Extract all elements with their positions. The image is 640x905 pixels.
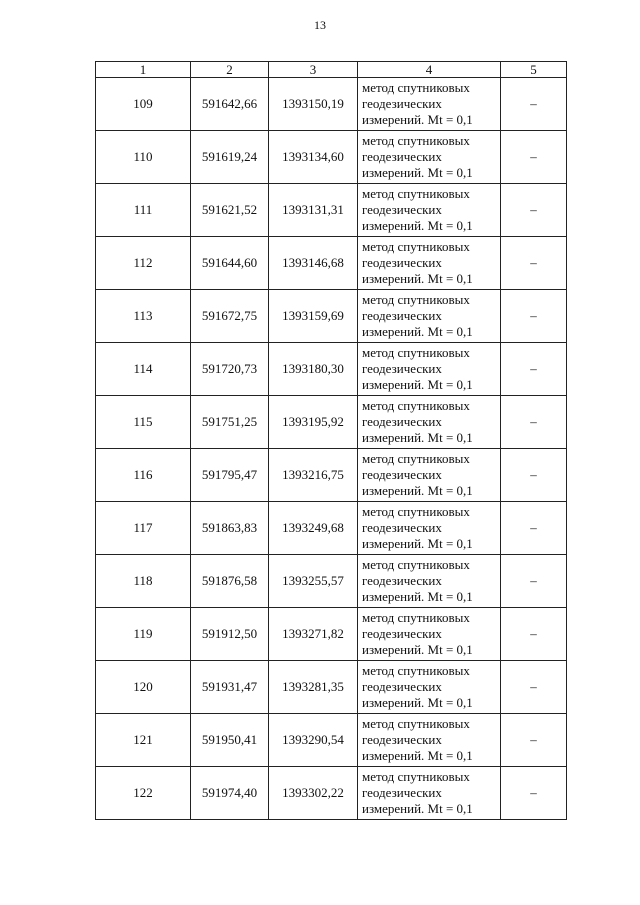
note-cell: – [501,131,567,184]
x-coordinate-cell: 591720,73 [191,343,269,396]
table-row [96,78,567,131]
method-line: геодезических [362,414,442,429]
method-line: метод спутниковых [362,451,470,466]
table-row [96,184,567,237]
point-number-cell: 121 [96,714,191,767]
x-coordinate-cell: 591621,52 [191,184,269,237]
y-coordinate-cell: 1393159,69 [269,290,358,343]
x-coordinate-cell: 591863,83 [191,502,269,555]
y-coordinate-cell: 1393150,19 [269,78,358,131]
y-coordinate-cell: 1393249,68 [269,502,358,555]
method-line: метод спутниковых [362,716,470,731]
y-coordinate-cell: 1393146,68 [269,237,358,290]
method-line: измерений. Mt = 0,1 [362,748,473,763]
column-header-2: 2 [191,62,269,78]
point-number-cell: 114 [96,343,191,396]
method-cell [358,237,501,290]
y-coordinate-cell: 1393255,57 [269,555,358,608]
method-cell [358,714,501,767]
note-cell: – [501,78,567,131]
method-cell [358,184,501,237]
table-body [96,78,567,820]
method-line: геодезических [362,149,442,164]
method-line: метод спутниковых [362,292,470,307]
method-line: геодезических [362,96,442,111]
note-cell: – [501,661,567,714]
method-line: метод спутниковых [362,239,470,254]
table-row [96,290,567,343]
table-row [96,555,567,608]
point-number-cell: 119 [96,608,191,661]
note-cell: – [501,396,567,449]
y-coordinate-cell: 1393131,31 [269,184,358,237]
note-cell: – [501,184,567,237]
x-coordinate-cell: 591795,47 [191,449,269,502]
note-cell: – [501,714,567,767]
method-line: геодезических [362,361,442,376]
note-cell: – [501,237,567,290]
method-line: измерений. Mt = 0,1 [362,218,473,233]
method-line: измерений. Mt = 0,1 [362,483,473,498]
point-number-cell: 113 [96,290,191,343]
point-number-cell: 109 [96,78,191,131]
method-line: метод спутниковых [362,80,470,95]
method-cell [358,502,501,555]
method-line: геодезических [362,732,442,747]
method-line: метод спутниковых [362,345,470,360]
method-line: метод спутниковых [362,769,470,784]
method-line: измерений. Mt = 0,1 [362,271,473,286]
point-number-cell: 120 [96,661,191,714]
method-line: измерений. Mt = 0,1 [362,324,473,339]
y-coordinate-cell: 1393290,54 [269,714,358,767]
method-cell [358,555,501,608]
method-line: геодезических [362,308,442,323]
table-row [96,608,567,661]
method-cell [358,767,501,820]
x-coordinate-cell: 591642,66 [191,78,269,131]
column-header-5: 5 [501,62,567,78]
table-row [96,396,567,449]
column-header-3: 3 [269,62,358,78]
x-coordinate-cell: 591876,58 [191,555,269,608]
table-row [96,714,567,767]
table-row [96,343,567,396]
method-cell [358,78,501,131]
point-number-cell: 112 [96,237,191,290]
note-cell: – [501,290,567,343]
point-number-cell: 110 [96,131,191,184]
table-row [96,661,567,714]
y-coordinate-cell: 1393271,82 [269,608,358,661]
y-coordinate-cell: 1393195,92 [269,396,358,449]
y-coordinate-cell: 1393302,22 [269,767,358,820]
note-cell: – [501,767,567,820]
x-coordinate-cell: 591672,75 [191,290,269,343]
method-line: геодезических [362,785,442,800]
method-cell [358,608,501,661]
method-cell [358,396,501,449]
method-line: геодезических [362,255,442,270]
page-number: 13 [314,18,326,32]
method-line: измерений. Mt = 0,1 [362,430,473,445]
x-coordinate-cell: 591974,40 [191,767,269,820]
note-cell: – [501,555,567,608]
method-cell [358,449,501,502]
y-coordinate-cell: 1393180,30 [269,343,358,396]
method-line: измерений. Mt = 0,1 [362,536,473,551]
x-coordinate-cell: 591912,50 [191,608,269,661]
method-line: геодезических [362,467,442,482]
method-line: метод спутниковых [362,557,470,572]
method-line: измерений. Mt = 0,1 [362,377,473,392]
point-number-cell: 117 [96,502,191,555]
table-row [96,131,567,184]
method-line: метод спутниковых [362,186,470,201]
method-line: метод спутниковых [362,610,470,625]
method-cell [358,661,501,714]
method-line: измерений. Mt = 0,1 [362,112,473,127]
table-row [96,502,567,555]
method-line: измерений. Mt = 0,1 [362,165,473,180]
x-coordinate-cell: 591644,60 [191,237,269,290]
x-coordinate-cell: 591619,24 [191,131,269,184]
table-row [96,767,567,820]
method-line: метод спутниковых [362,504,470,519]
method-cell [358,343,501,396]
y-coordinate-cell: 1393281,35 [269,661,358,714]
y-coordinate-cell: 1393216,75 [269,449,358,502]
point-number-cell: 116 [96,449,191,502]
method-line: измерений. Mt = 0,1 [362,801,473,816]
method-line: метод спутниковых [362,663,470,678]
method-line: геодезических [362,202,442,217]
point-number-cell: 118 [96,555,191,608]
method-line: метод спутниковых [362,398,470,413]
note-cell: – [501,608,567,661]
table-row [96,449,567,502]
point-number-cell: 122 [96,767,191,820]
coordinates-table [95,61,567,820]
method-line: геодезических [362,520,442,535]
method-cell [358,290,501,343]
y-coordinate-cell: 1393134,60 [269,131,358,184]
x-coordinate-cell: 591931,47 [191,661,269,714]
method-line: геодезических [362,573,442,588]
x-coordinate-cell: 591751,25 [191,396,269,449]
column-header-1: 1 [96,62,191,78]
column-header-4: 4 [358,62,501,78]
method-line: геодезических [362,626,442,641]
method-line: измерений. Mt = 0,1 [362,589,473,604]
method-line: измерений. Mt = 0,1 [362,642,473,657]
method-line: метод спутниковых [362,133,470,148]
note-cell: – [501,449,567,502]
x-coordinate-cell: 591950,41 [191,714,269,767]
point-number-cell: 111 [96,184,191,237]
method-line: измерений. Mt = 0,1 [362,695,473,710]
note-cell: – [501,502,567,555]
method-cell [358,131,501,184]
table-row [96,237,567,290]
note-cell: – [501,343,567,396]
header-row [96,62,567,78]
method-line: геодезических [362,679,442,694]
point-number-cell: 115 [96,396,191,449]
